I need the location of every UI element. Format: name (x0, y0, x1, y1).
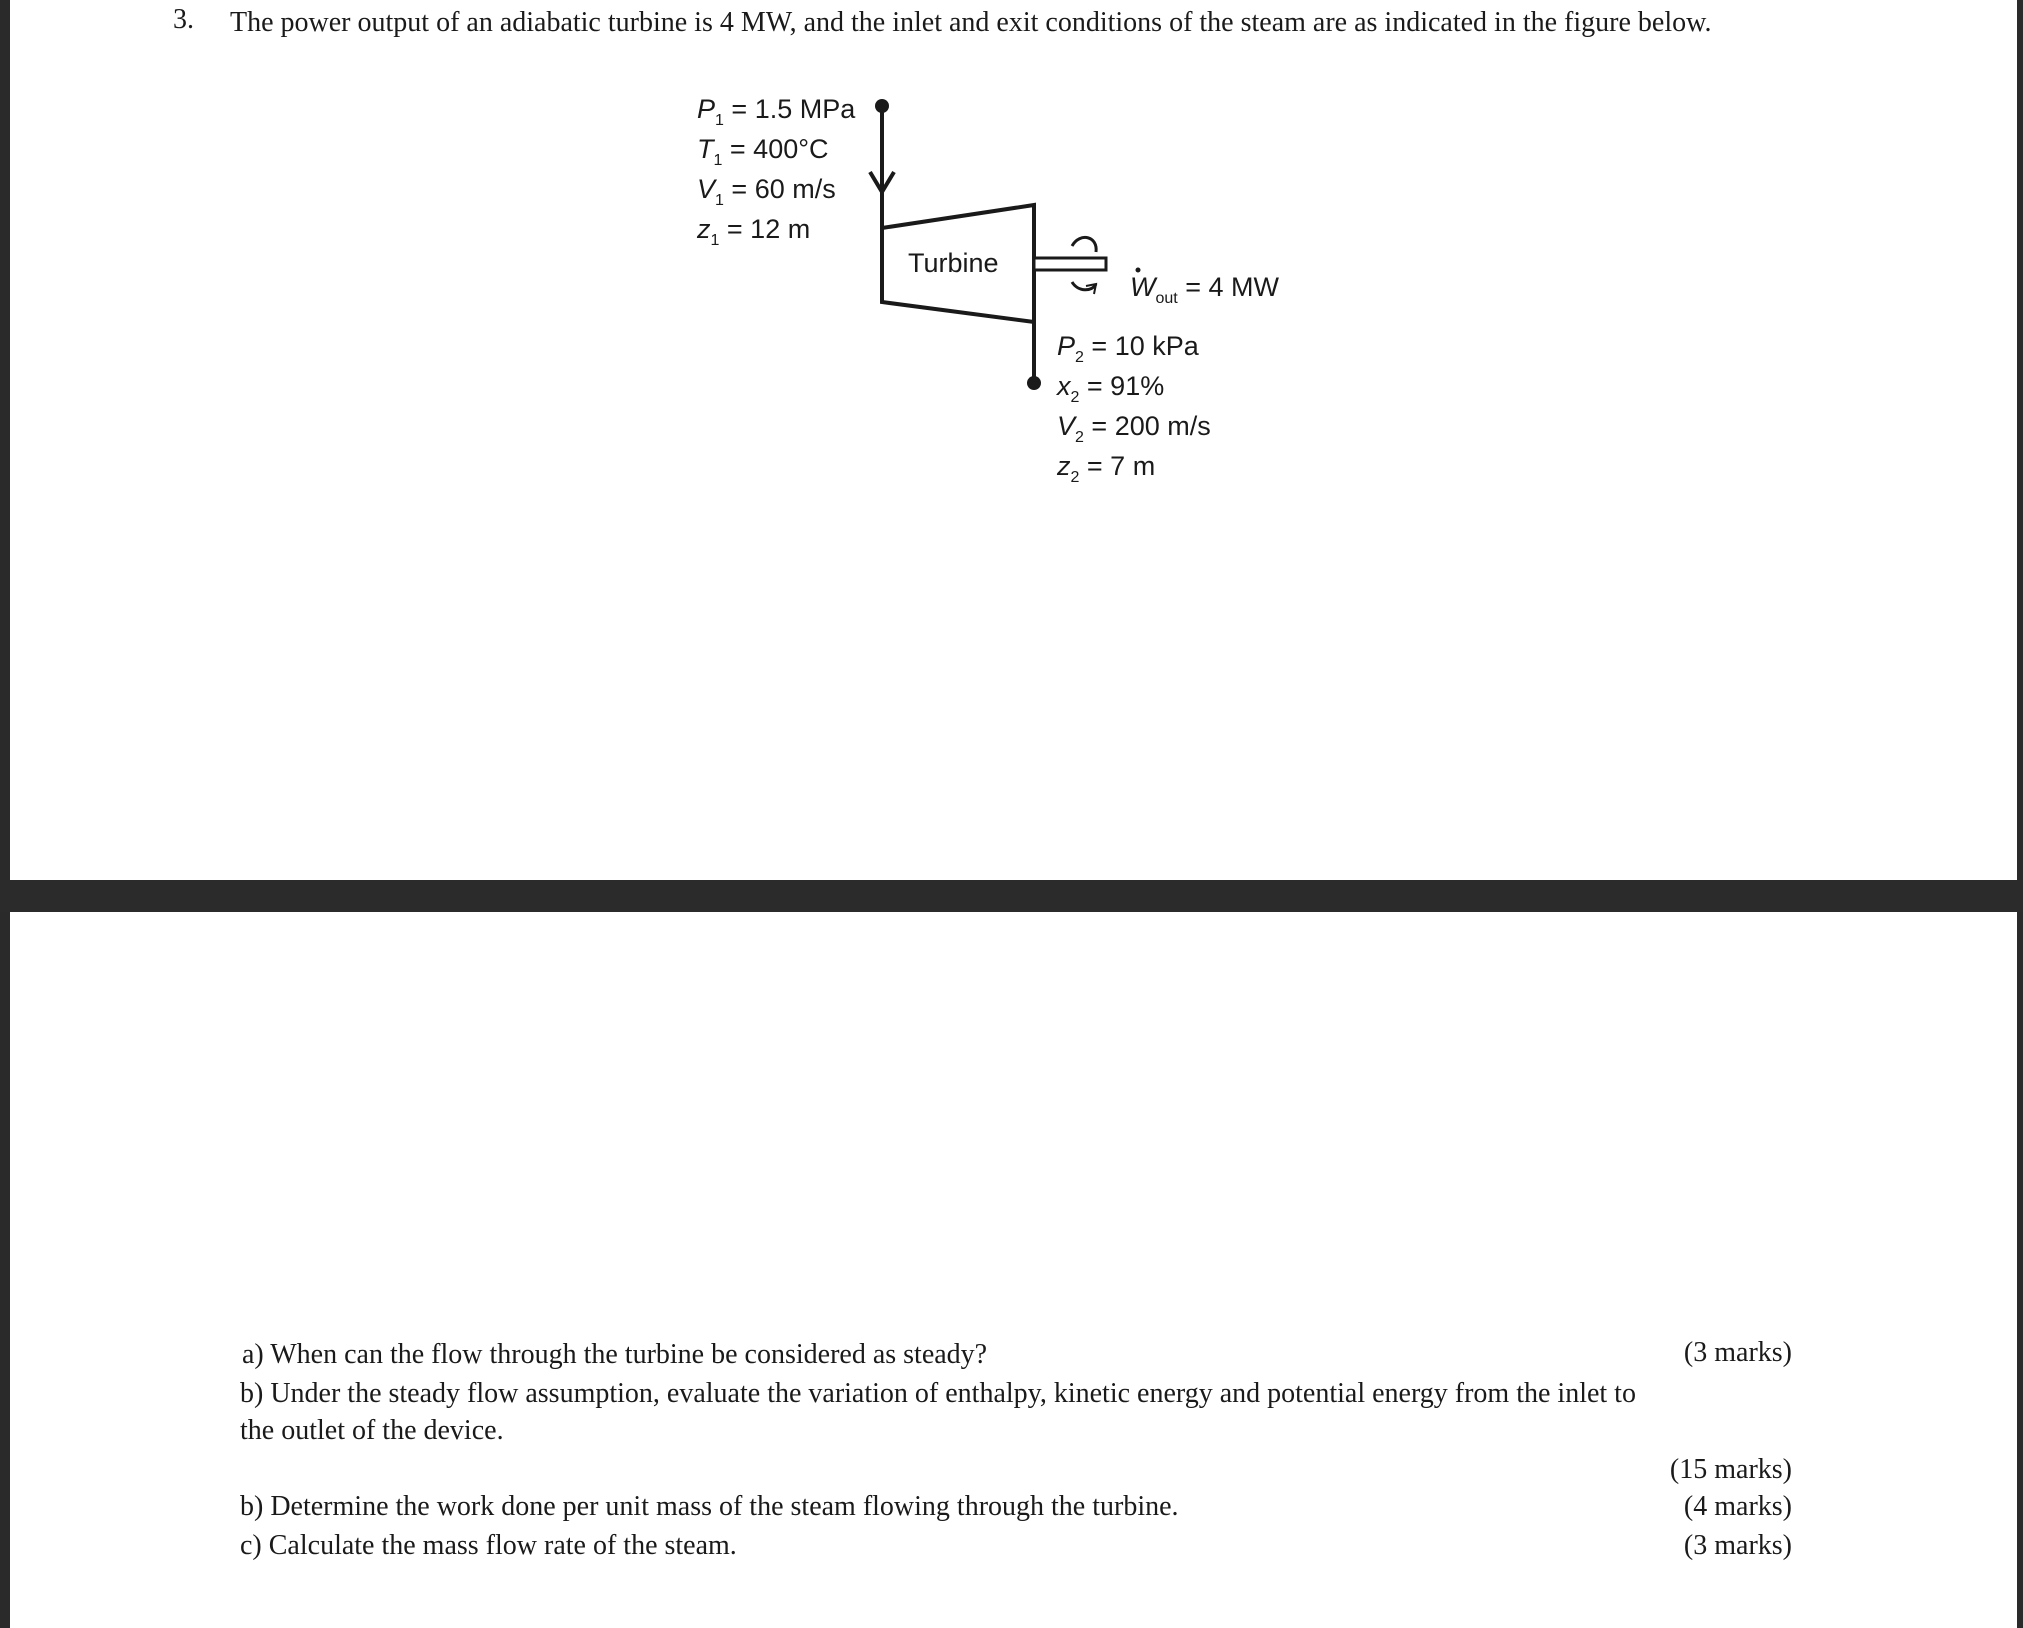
page-separator (0, 880, 2023, 912)
question-number: 3. (173, 4, 194, 35)
part-b1-text-line1: b) Under the steady flow assumption, evaluate the variation of enthalpy, kinetic energy and potential energy from the inlet to (240, 1378, 1636, 1409)
outlet-velocity-label: $V_2 = 200$ m/s (1057, 411, 1211, 446)
part-b2-text: b) Determine the work done per unit mass of the steam flowing through the turbine. (240, 1491, 1179, 1522)
outlet-quality-label: $x_2 = 91\%$ (1057, 371, 1165, 406)
inlet-elevation-label: $z_1 = 12$ m (697, 214, 811, 249)
inlet-pressure-label: $P_1 = 1.5$ MPa (697, 94, 856, 129)
part-b2-marks: (4 marks) (1683, 1491, 1792, 1522)
inlet-velocity-label: $V_1 = 60$ m/s (697, 174, 836, 209)
outlet-elevation-label: $z_2 = 7$ m (1057, 451, 1156, 486)
rotation-arc-top (1072, 237, 1096, 252)
part-c-marks: (3 marks) (1683, 1530, 1792, 1561)
turbine-label: Turbine (908, 248, 999, 278)
inlet-temperature-label: $T_1 = 400^\circ C$ (697, 134, 829, 169)
outlet-dot (1027, 376, 1041, 390)
part-b1-marks: (15 marks) (1669, 1454, 1792, 1485)
part-a-text: a) When can the flow through the turbine be considered as steady? (242, 1339, 988, 1370)
question-text: The power output of an adiabatic turbine is 4 MW, and the inlet and exit conditions of the steam are as indicated in the figure below. (230, 7, 1712, 38)
outlet-pressure-label: $P_2 = 10$ kPa (1057, 331, 1199, 366)
part-a-marks: (3 marks) (1683, 1337, 1792, 1368)
work-output-label: $W_{out} = 4$ MW (1130, 272, 1279, 307)
turbine-shaft (1034, 258, 1106, 270)
rotation-arc-bottom (1072, 282, 1096, 290)
part-b1-text-line2: the outlet of the device. (240, 1415, 504, 1446)
part-c-text: c) Calculate the mass flow rate of the steam. (240, 1530, 737, 1561)
